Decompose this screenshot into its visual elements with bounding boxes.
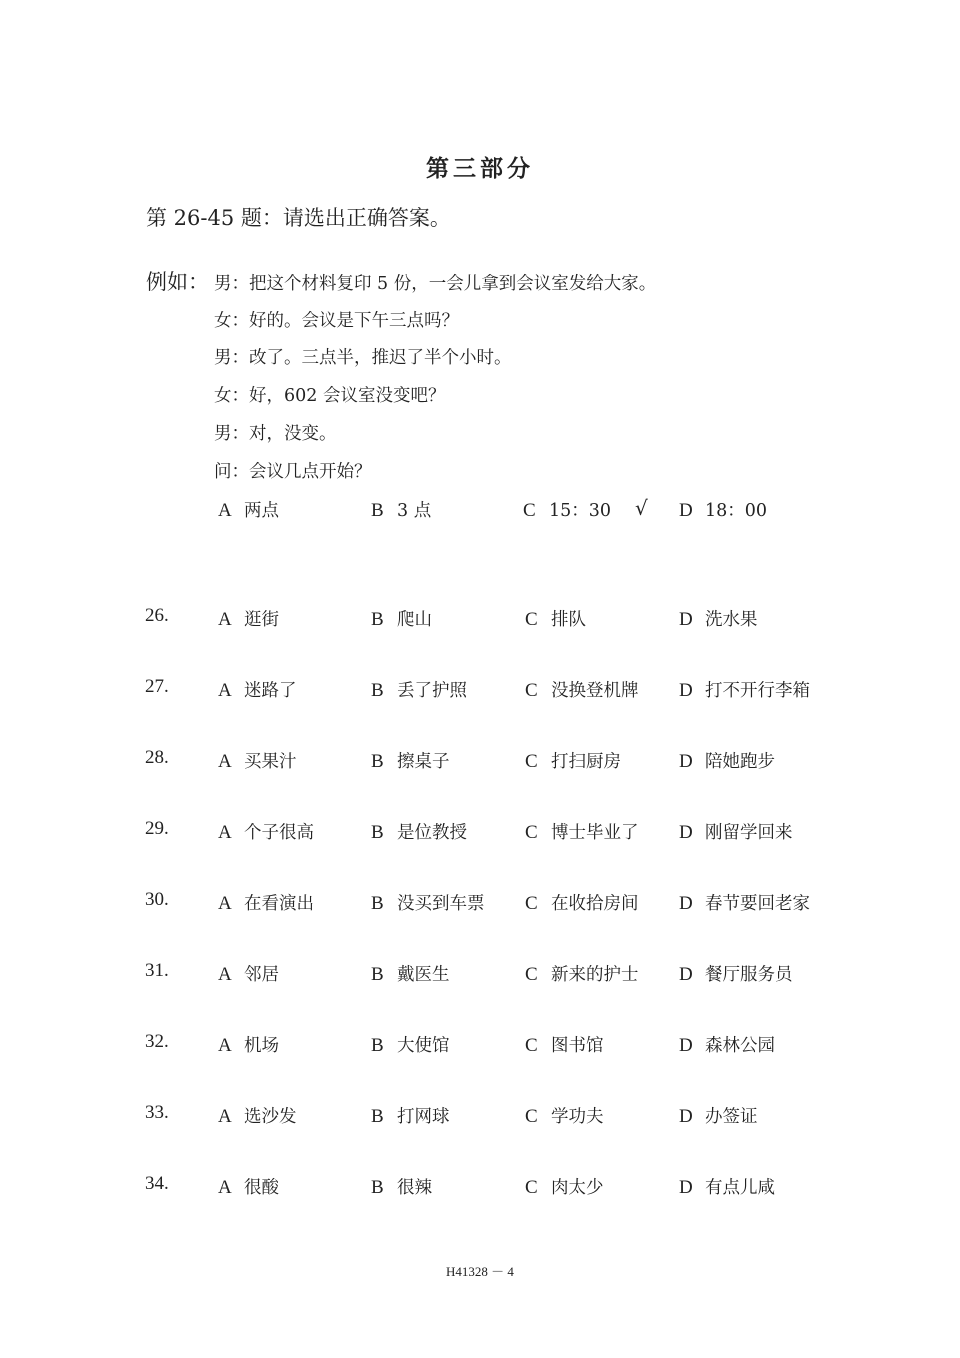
option-letter: A bbox=[218, 680, 232, 701]
question-option-c[interactable] bbox=[525, 961, 639, 986]
option-text: 陪她跑步 bbox=[705, 752, 775, 772]
question-number: 27. bbox=[145, 676, 169, 697]
question-option-c[interactable] bbox=[525, 606, 586, 631]
option-text: 逛街 bbox=[244, 610, 279, 630]
option-text: 机场 bbox=[244, 1036, 279, 1056]
question-option-c[interactable] bbox=[525, 890, 639, 915]
question-option-d[interactable] bbox=[679, 819, 793, 844]
option-text: 爬山 bbox=[397, 610, 432, 630]
question-option-c[interactable] bbox=[525, 1174, 604, 1199]
question-option-d[interactable] bbox=[679, 1032, 775, 1057]
example-label: 例如： bbox=[146, 270, 209, 294]
option-text: 没买到车票 bbox=[397, 894, 485, 914]
option-text: 学功夫 bbox=[551, 1107, 604, 1127]
question-number: 28. bbox=[145, 747, 169, 768]
option-letter: A bbox=[218, 609, 232, 630]
option-letter: B bbox=[371, 751, 384, 772]
question-option-a[interactable] bbox=[218, 890, 314, 915]
question-number: 26. bbox=[145, 605, 169, 626]
question-number: 29. bbox=[145, 818, 169, 839]
option-text: 打网球 bbox=[397, 1107, 450, 1127]
question-option-b[interactable] bbox=[371, 606, 432, 631]
option-letter: A bbox=[218, 1106, 232, 1127]
question-option-c[interactable] bbox=[525, 819, 639, 844]
option-text: 办签证 bbox=[705, 1107, 758, 1127]
question-option-b[interactable] bbox=[371, 961, 450, 986]
example-option-d bbox=[679, 497, 767, 522]
option-letter: C bbox=[525, 964, 538, 985]
option-letter: B bbox=[371, 1177, 384, 1198]
option-letter: D bbox=[679, 1106, 693, 1127]
option-text: 有点儿咸 bbox=[705, 1178, 775, 1198]
option-text: 买果汁 bbox=[244, 752, 297, 772]
option-letter: D bbox=[679, 1177, 693, 1198]
option-letter: A bbox=[218, 1035, 232, 1056]
option-text: 没换登机牌 bbox=[551, 681, 639, 701]
option-text: 是位教授 bbox=[397, 823, 467, 843]
question-option-b[interactable] bbox=[371, 819, 467, 844]
option-text: 丢了护照 bbox=[397, 681, 467, 701]
example-dialogue-line: 女：好的。会议是下午三点吗？ bbox=[214, 311, 459, 331]
option-text: 在看演出 bbox=[244, 894, 314, 914]
question-option-a[interactable] bbox=[218, 748, 297, 773]
section-title: 第三部分 bbox=[426, 155, 534, 182]
example-option-c bbox=[523, 497, 611, 522]
option-text: 邻居 bbox=[244, 965, 279, 985]
question-option-a[interactable] bbox=[218, 606, 279, 631]
option-text: 在收拾房间 bbox=[551, 894, 639, 914]
option-letter: D bbox=[679, 893, 693, 914]
option-text: 迷路了 bbox=[244, 681, 297, 701]
question-option-b[interactable] bbox=[371, 748, 450, 773]
option-text: 新来的护士 bbox=[551, 965, 639, 985]
option-letter: B bbox=[371, 680, 384, 701]
question-option-a[interactable] bbox=[218, 1103, 297, 1128]
option-letter: B bbox=[371, 822, 384, 843]
example-option-a bbox=[218, 497, 279, 522]
option-letter: D bbox=[679, 1035, 693, 1056]
question-option-c[interactable] bbox=[525, 1032, 604, 1057]
option-text: 15：30 bbox=[549, 501, 612, 521]
option-letter: A bbox=[218, 893, 232, 914]
question-option-a[interactable] bbox=[218, 677, 297, 702]
page-footer: H41328 － 4 bbox=[446, 1264, 514, 1279]
question-option-d[interactable] bbox=[679, 677, 810, 702]
option-text: 18：00 bbox=[705, 501, 768, 521]
option-letter: A bbox=[218, 1177, 232, 1198]
option-text: 肉太少 bbox=[551, 1178, 604, 1198]
option-letter: C bbox=[525, 1177, 538, 1198]
question-option-a[interactable] bbox=[218, 1174, 279, 1199]
option-letter: C bbox=[525, 822, 538, 843]
option-letter: D bbox=[679, 609, 693, 630]
question-option-a[interactable] bbox=[218, 1032, 279, 1057]
option-text: 打不开行李箱 bbox=[705, 681, 810, 701]
option-text: 很酸 bbox=[244, 1178, 279, 1198]
question-number: 33. bbox=[145, 1102, 169, 1123]
question-option-b[interactable] bbox=[371, 1174, 432, 1199]
question-number: 34. bbox=[145, 1173, 169, 1194]
option-letter: D bbox=[679, 500, 693, 521]
option-text: 3 点 bbox=[397, 501, 432, 521]
option-letter: D bbox=[679, 680, 693, 701]
option-letter: A bbox=[218, 500, 232, 521]
example-dialogue-line: 女：好，602 会议室没变吧？ bbox=[214, 386, 446, 406]
option-letter: C bbox=[525, 1035, 538, 1056]
question-option-d[interactable] bbox=[679, 890, 810, 915]
example-option-b bbox=[371, 497, 431, 522]
option-text: 森林公园 bbox=[705, 1036, 775, 1056]
option-letter: A bbox=[218, 751, 232, 772]
question-option-b[interactable] bbox=[371, 677, 467, 702]
example-dialogue-line: 男：对，没变。 bbox=[214, 424, 337, 444]
option-letter: B bbox=[371, 964, 384, 985]
question-number: 30. bbox=[145, 889, 169, 910]
correct-answer-checkmark: √ bbox=[635, 496, 648, 520]
option-text: 戴医生 bbox=[397, 965, 450, 985]
option-text: 博士毕业了 bbox=[551, 823, 639, 843]
option-letter: D bbox=[679, 964, 693, 985]
question-option-d[interactable] bbox=[679, 606, 758, 631]
question-option-d[interactable] bbox=[679, 961, 793, 986]
question-option-c[interactable] bbox=[525, 677, 639, 702]
option-text: 餐厅服务员 bbox=[705, 965, 793, 985]
option-letter: B bbox=[371, 1035, 384, 1056]
option-text: 擦桌子 bbox=[397, 752, 450, 772]
question-option-d[interactable] bbox=[679, 1174, 775, 1199]
option-letter: C bbox=[525, 751, 538, 772]
option-text: 排队 bbox=[551, 610, 586, 630]
option-text: 个子很高 bbox=[244, 823, 314, 843]
option-text: 打扫厨房 bbox=[551, 752, 621, 772]
option-letter: B bbox=[371, 609, 384, 630]
instruction-text: 第 26-45 题：请选出正确答案。 bbox=[146, 206, 451, 230]
option-letter: B bbox=[371, 500, 384, 521]
question-option-b[interactable] bbox=[371, 890, 485, 915]
option-text: 很辣 bbox=[397, 1178, 432, 1198]
question-number: 31. bbox=[145, 960, 169, 981]
option-text: 图书馆 bbox=[551, 1036, 604, 1056]
question-option-b[interactable] bbox=[371, 1103, 450, 1128]
example-dialogue-line: 男：把这个材料复印 5 份，一会儿拿到会议室发给大家。 bbox=[214, 274, 657, 294]
option-letter: C bbox=[525, 1106, 538, 1127]
option-letter: C bbox=[525, 893, 538, 914]
option-text: 两点 bbox=[244, 501, 279, 521]
option-text: 春节要回老家 bbox=[705, 894, 810, 914]
option-text: 大使馆 bbox=[397, 1036, 450, 1056]
option-text: 洗水果 bbox=[705, 610, 758, 630]
option-letter: C bbox=[523, 500, 536, 521]
option-letter: A bbox=[218, 822, 232, 843]
option-text: 选沙发 bbox=[244, 1107, 297, 1127]
question-option-d[interactable] bbox=[679, 1103, 758, 1128]
option-letter: D bbox=[679, 751, 693, 772]
example-question-line: 问：会议几点开始？ bbox=[214, 462, 372, 482]
question-option-a[interactable] bbox=[218, 961, 279, 986]
example-dialogue-line: 男：改了。三点半，推迟了半个小时。 bbox=[214, 348, 512, 368]
question-option-d[interactable] bbox=[679, 748, 775, 773]
option-letter: B bbox=[371, 893, 384, 914]
option-letter: C bbox=[525, 609, 538, 630]
question-number: 32. bbox=[145, 1031, 169, 1052]
question-option-c[interactable] bbox=[525, 748, 621, 773]
question-option-a[interactable] bbox=[218, 819, 314, 844]
option-letter: C bbox=[525, 680, 538, 701]
option-letter: A bbox=[218, 964, 232, 985]
question-option-b[interactable] bbox=[371, 1032, 450, 1057]
option-text: 刚留学回来 bbox=[705, 823, 793, 843]
option-letter: B bbox=[371, 1106, 384, 1127]
question-option-c[interactable] bbox=[525, 1103, 604, 1128]
option-letter: D bbox=[679, 822, 693, 843]
